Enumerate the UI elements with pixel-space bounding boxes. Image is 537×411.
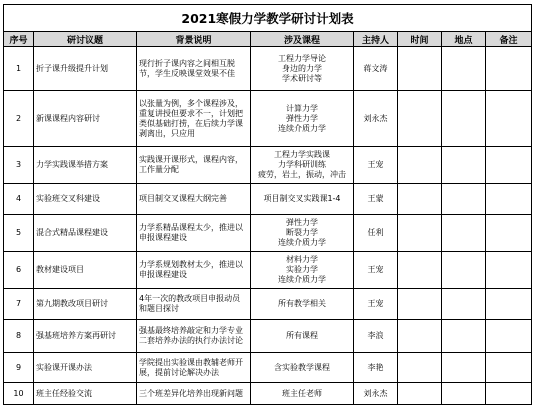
- cell-time: [398, 47, 442, 91]
- table-row: [4, 91, 532, 147]
- cell-courses: 计算力学 弹性力学 连续介质力学: [251, 91, 354, 147]
- cell-courses: 所有教学相关: [251, 289, 354, 320]
- cell-note: [486, 47, 532, 91]
- cell-background: 强基最终培养敲定和力学专业二套培养办法的执行办法讨论: [137, 320, 251, 353]
- cell-place: [442, 215, 486, 252]
- cell-background: 力学系精品课程太少，推进以申报课程建设: [137, 215, 251, 252]
- cell-background: 学院提出实验课由教辅老师开展，提前讨论解决办法: [137, 353, 251, 383]
- cell-time: [398, 289, 442, 320]
- header-note: 备注: [486, 32, 532, 47]
- header-background: 背景说明: [137, 32, 251, 47]
- cell-topic: 教材建设项目: [34, 252, 137, 289]
- header-place: 地点: [442, 32, 486, 47]
- cell-courses: 弹性力学 断裂力学 连续介质力学: [251, 215, 354, 252]
- cell-topic: 第九期教改项目研讨: [34, 289, 137, 320]
- cell-place: [442, 147, 486, 184]
- cell-no: 4: [4, 184, 34, 215]
- cell-courses: 含实验教学课程: [251, 353, 354, 383]
- cell-no: 1: [4, 47, 34, 91]
- cell-topic: 强基班培养方案再研讨: [34, 320, 137, 353]
- header-host: 主持人: [354, 32, 398, 47]
- cell-host: 王宠: [354, 289, 398, 320]
- cell-background: 4年一次的教改项目申报动员和题目探讨: [137, 289, 251, 320]
- cell-place: [442, 184, 486, 215]
- cell-time: [398, 91, 442, 147]
- cell-place: [442, 383, 486, 405]
- cell-no: 9: [4, 353, 34, 383]
- cell-time: [398, 184, 442, 215]
- header-row: [4, 32, 532, 47]
- header-time: 时间: [398, 32, 442, 47]
- plan-table: [3, 4, 532, 405]
- cell-host: 王蒙: [354, 184, 398, 215]
- cell-background: 实践课开课形式，课程内容，工作量分配: [137, 147, 251, 184]
- cell-topic: 折子课升级提升计划: [34, 47, 137, 91]
- table-row: [4, 383, 532, 405]
- table-row: [4, 47, 532, 91]
- cell-courses: 工程力学导论 身边的力学 学术研讨等: [251, 47, 354, 91]
- table-row: [4, 184, 532, 215]
- cell-note: [486, 91, 532, 147]
- table-row: [4, 215, 532, 252]
- cell-time: [398, 320, 442, 353]
- cell-topic: 实验课开课办法: [34, 353, 137, 383]
- cell-topic: 力学实践课举措方案: [34, 147, 137, 184]
- cell-time: [398, 147, 442, 184]
- cell-host: 刘永杰: [354, 91, 398, 147]
- cell-host: 蒋文涛: [354, 47, 398, 91]
- cell-place: [442, 252, 486, 289]
- cell-no: 3: [4, 147, 34, 184]
- cell-background: 力学系规划教材太少，推进以申报课程建设: [137, 252, 251, 289]
- cell-background: 项目制交叉课程大纲完善: [137, 184, 251, 215]
- cell-note: [486, 215, 532, 252]
- cell-host: 王宠: [354, 252, 398, 289]
- cell-courses: 班主任老师: [251, 383, 354, 405]
- cell-courses: 工程力学实践课 力学科研训练 疲劳，岩土，振动，冲击: [251, 147, 354, 184]
- cell-time: [398, 383, 442, 405]
- cell-topic: 实验班交叉科建设: [34, 184, 137, 215]
- cell-host: 王宠: [354, 147, 398, 184]
- cell-time: [398, 353, 442, 383]
- cell-place: [442, 91, 486, 147]
- table-row: [4, 289, 532, 320]
- table-row: [4, 353, 532, 383]
- cell-host: 李浪: [354, 320, 398, 353]
- cell-host: 李艳: [354, 353, 398, 383]
- cell-no: 2: [4, 91, 34, 147]
- cell-note: [486, 147, 532, 184]
- cell-courses: 所有课程: [251, 320, 354, 353]
- header-no: 序号: [4, 32, 34, 47]
- cell-note: [486, 320, 532, 353]
- table-row: [4, 252, 532, 289]
- cell-note: [486, 383, 532, 405]
- cell-background: 三个班差异化培养出现新问题: [137, 383, 251, 405]
- cell-no: 8: [4, 320, 34, 353]
- cell-place: [442, 353, 486, 383]
- table-row: [4, 320, 532, 353]
- cell-note: [486, 252, 532, 289]
- cell-topic: 班主任经验交流: [34, 383, 137, 405]
- header-topic: 研讨议题: [34, 32, 137, 47]
- cell-place: [442, 289, 486, 320]
- cell-host: 刘永杰: [354, 383, 398, 405]
- cell-time: [398, 215, 442, 252]
- cell-time: [398, 252, 442, 289]
- cell-place: [442, 320, 486, 353]
- cell-topic: 新课课程内容研讨: [34, 91, 137, 147]
- table-row: [4, 147, 532, 184]
- header-courses: 涉及课程: [251, 32, 354, 47]
- cell-courses: 材料力学 实验力学 连续介质力学: [251, 252, 354, 289]
- cell-topic: 混合式精品课程建设: [34, 215, 137, 252]
- cell-no: 10: [4, 383, 34, 405]
- cell-note: [486, 353, 532, 383]
- cell-host: 任利: [354, 215, 398, 252]
- table-title: 2021寒假力学教学研讨计划表: [4, 5, 532, 32]
- cell-no: 5: [4, 215, 34, 252]
- cell-background: 以张量为例，多个课程涉及，重复讲授但要求不一，计划把类似基础打捞，在后续力学课剥离出，只应用: [137, 91, 251, 147]
- cell-no: 6: [4, 252, 34, 289]
- cell-note: [486, 184, 532, 215]
- cell-background: 现行折子课内容之间相互脱节，学生反映课堂效果不佳: [137, 47, 251, 91]
- cell-no: 7: [4, 289, 34, 320]
- cell-place: [442, 47, 486, 91]
- cell-note: [486, 289, 532, 320]
- cell-courses: 项目制交叉实践课1-4: [251, 184, 354, 215]
